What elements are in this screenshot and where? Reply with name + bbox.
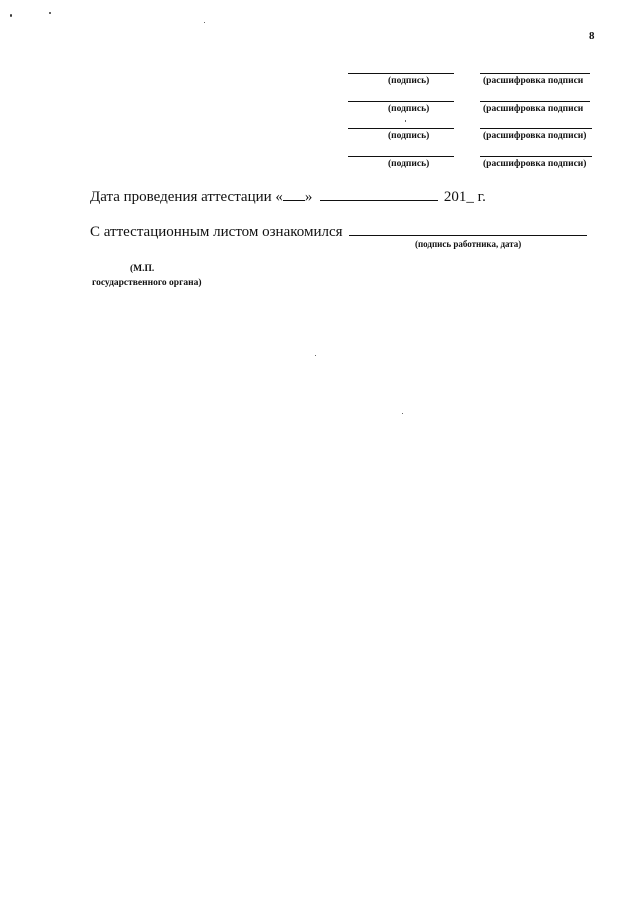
decode-caption: (расшифровка подписи — [483, 76, 584, 86]
scan-speck — [49, 12, 51, 14]
scan-speck — [315, 355, 316, 356]
signature-line — [348, 73, 454, 74]
acknowledgement-caption: (подпись работника, дата) — [415, 239, 522, 249]
decode-caption: (расшифровка подписи) — [483, 131, 587, 141]
signature-caption: (подпись) — [388, 159, 430, 169]
attestation-date-line — [90, 186, 486, 206]
page-number: 8 — [589, 30, 595, 42]
acknowledgement-label: С аттестационным листом ознакомился — [90, 224, 343, 240]
scan-speck — [10, 14, 12, 17]
decode-line — [480, 156, 592, 157]
signature-caption: (подпись) — [388, 104, 430, 114]
signature-line — [348, 101, 454, 102]
decode-caption: (расшифровка подписи) — [483, 159, 587, 169]
scan-speck — [402, 413, 403, 414]
signature-line — [348, 156, 454, 157]
decode-caption: (расшифровка подписи — [483, 104, 584, 114]
scan-speck — [405, 120, 406, 122]
signature-caption: (подпись) — [388, 76, 430, 86]
day-blank — [283, 186, 305, 201]
stamp-line-2: государственного органа) — [92, 278, 202, 288]
decode-line — [480, 73, 590, 74]
decode-line — [480, 101, 590, 102]
stamp-line-1: (М.П. — [130, 264, 155, 274]
decode-line — [480, 128, 592, 129]
signature-line — [348, 128, 454, 129]
signature-caption: (подпись) — [388, 131, 430, 141]
month-blank — [320, 186, 438, 201]
acknowledgement-blank — [349, 221, 587, 236]
acknowledgement-line — [90, 221, 587, 241]
year-text: 201_ г. — [443, 189, 486, 205]
day-close-quote: » — [304, 189, 313, 205]
attestation-date-label: Дата проведения аттестации « — [90, 189, 283, 205]
scan-speck — [204, 22, 205, 23]
